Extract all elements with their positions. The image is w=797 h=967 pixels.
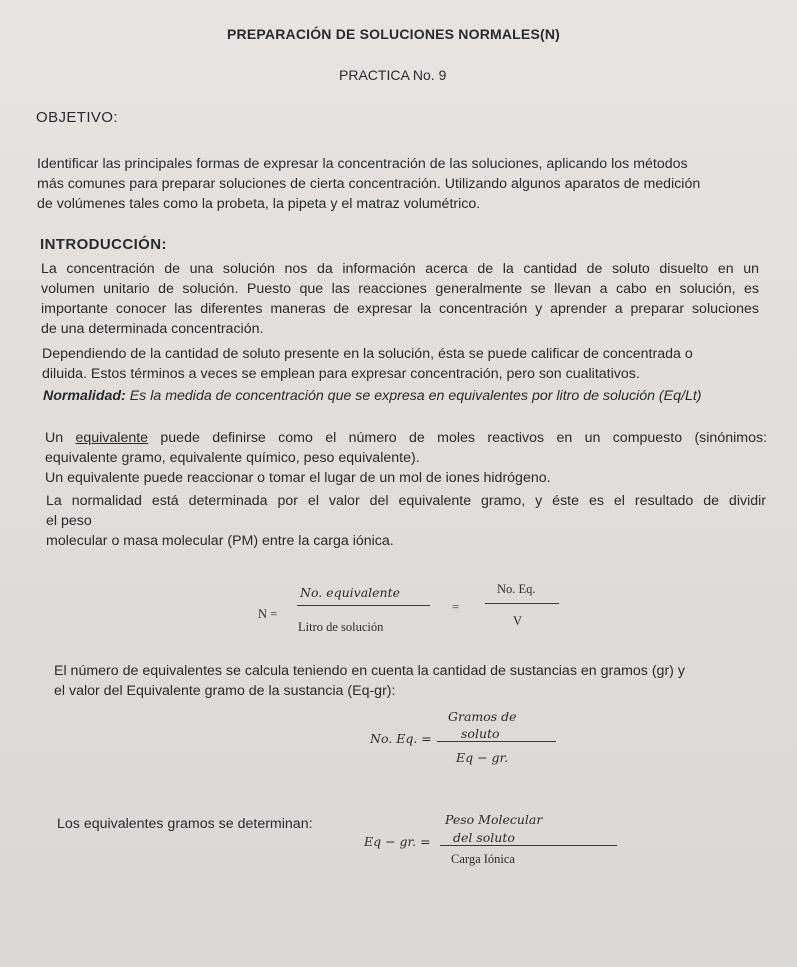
intro-line: equivalente gramo, equivalente químico, peso equivalente). — [45, 450, 420, 466]
formula-3-fraction-bar — [440, 845, 617, 846]
intro-paragraph-4 — [46, 491, 766, 551]
intro-line: importante conocer las diferentes maneras de expresar la concentración y aprender a preparar soluciones — [41, 301, 759, 317]
practice-number: PRACTICA No. 9 — [339, 67, 447, 83]
objective-line: de volúmenes tales como la probeta, la pipeta y el matraz volumétrico. — [37, 196, 481, 212]
formula-2-denominator: Eq − gr. — [456, 750, 509, 765]
intro-paragraph-6: Los equivalentes gramos se determinan: — [57, 816, 313, 832]
introduction-heading: INTRODUCCIÓN: — [40, 236, 167, 253]
intro-line: el peso — [46, 513, 92, 529]
intro-line: La normalidad está determinada por el valor del equivalente gramo, y éste es el resultado de dividir — [46, 493, 766, 509]
intro-paragraph-2 — [42, 344, 764, 384]
intro-paragraph-5 — [54, 661, 774, 701]
intro-line: Un equivalente puede reaccionar o tomar el lugar de un mol de iones hidrógeno. — [45, 470, 551, 486]
document-title: PREPARACIÓN DE SOLUCIONES NORMALES(N) — [227, 26, 561, 42]
equivalente-term: equivalente — [75, 430, 149, 446]
normalidad-text: Es la medida de concentración que se expresa en equivalentes por litro de solución (Eq/Lt) — [125, 388, 702, 404]
formula-3-numerator-line-2: del soluto — [453, 830, 515, 845]
formula-1-equals: = — [452, 600, 460, 614]
intro-line: La concentración de una solución nos da información acerca de la cantidad de soluto disuelto en un — [41, 261, 759, 277]
formula-1-denominator-2: V — [513, 614, 523, 628]
formula-1-numerator-2: No. Eq. — [497, 582, 536, 596]
intro-line: Dependiendo de la cantidad de soluto presente en la solución, ésta se puede calificar de concentrada o — [42, 346, 693, 362]
formula-3-numerator-line-1: Peso Molecular — [445, 812, 543, 827]
formula-3-denominator: Carga Iónica — [451, 852, 515, 866]
formula-1-denominator: Litro de solución — [298, 620, 384, 634]
intro-line: El número de equivalentes se calcula teniendo en cuenta la cantidad de sustancias en gramos (gr) y — [54, 663, 685, 679]
formula-1-fraction-bar-2 — [485, 603, 559, 604]
equivalente-prefix: Un — [45, 430, 76, 446]
intro-paragraph-1 — [41, 259, 759, 339]
formula-3-lhs: Eq − gr. = — [364, 834, 431, 849]
normalidad-term: Normalidad: — [43, 388, 126, 404]
intro-paragraph-3 — [45, 428, 767, 488]
objective-heading: OBJETIVO: — [36, 109, 118, 126]
equivalente-text: puede definirse como el número de moles reactivos en un compuesto (sinónimos: — [148, 430, 767, 446]
formula-2-numerator-line-1: Gramos de — [448, 709, 517, 724]
objective-line: Identificar las principales formas de expresar la concentración de las soluciones, aplicando los métodos — [37, 156, 688, 172]
objective-paragraph — [37, 154, 755, 214]
formula-1-numerator: No. equivalente — [300, 585, 401, 600]
formula-2-lhs: No. Eq. = — [370, 731, 432, 746]
intro-line: el valor del Equivalente gramo de la sustancia (Eq-gr): — [54, 683, 396, 699]
normalidad-definition — [43, 386, 765, 406]
intro-line: volumen unitario de solución. Puesto que las reacciones generalmente se llevan a cabo en solución, es — [41, 281, 759, 297]
objective-line: más comunes para preparar soluciones de cierta concentración. Utilizando algunos aparatos de medición — [37, 176, 701, 192]
intro-line: molecular o masa molecular (PM) entre la carga iónica. — [46, 533, 394, 549]
formula-2-numerator-line-2: soluto — [461, 726, 500, 741]
intro-line: diluida. Estos términos a veces se emplean para expresar concentración, pero son cualitativos. — [42, 366, 640, 382]
formula-2-fraction-bar — [437, 741, 556, 742]
formula-1-fraction-bar — [297, 605, 430, 606]
formula-1-lhs: N = — [258, 607, 278, 621]
intro-line: de una determinada concentración. — [41, 321, 264, 337]
